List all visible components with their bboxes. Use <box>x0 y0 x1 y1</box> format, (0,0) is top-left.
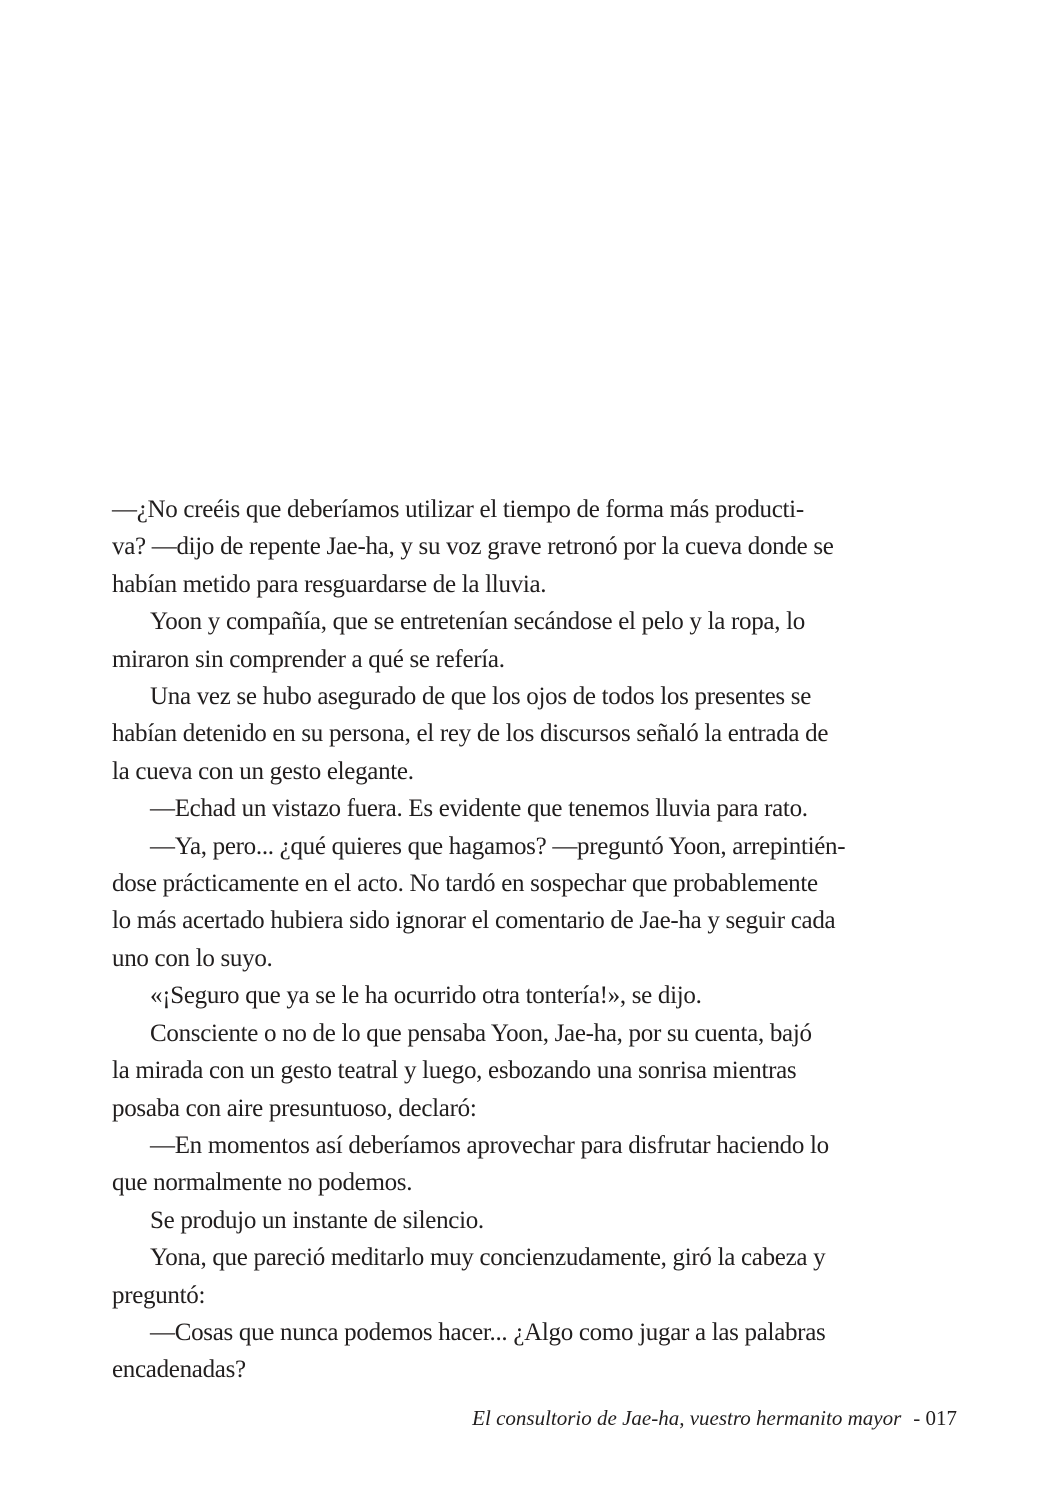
paragraph <box>112 491 958 603</box>
body-text <box>112 491 958 1389</box>
text-line: —¿No creéis que deberíamos utilizar el tiempo de forma más producti- <box>112 496 804 523</box>
text-line: preguntó: <box>112 1281 206 1309</box>
paragraph <box>112 1127 958 1202</box>
text-line: —Ya, pero... ¿qué quieres que hagamos? —preguntó Yoon, arrepintién- <box>150 832 846 860</box>
text-line: Se produjo un instante de silencio. <box>150 1206 484 1234</box>
text-line: habían detenido en su persona, el rey de los discursos señaló la entrada de <box>112 720 829 748</box>
text-line: dose prácticamente en el acto. No tardó en sospechar que probablemente <box>112 870 818 898</box>
text-line: —Cosas que nunca podemos hacer... ¿Algo como jugar a las palabras <box>150 1318 826 1346</box>
paragraph <box>112 1314 958 1389</box>
running-footer <box>112 1406 957 1431</box>
text-line: Consciente o no de lo que pensaba Yoon, Jae-ha, por su cuenta, bajó <box>150 1019 812 1047</box>
paragraph <box>112 828 958 978</box>
text-line: habían metido para resguardarse de la lluvia. <box>112 570 547 598</box>
paragraph <box>112 790 958 827</box>
text-line: —Echad un vistazo fuera. Es evidente que tenemos lluvia para rato. <box>150 795 808 823</box>
text-line: que normalmente no podemos. <box>112 1169 413 1197</box>
text-line: Una vez se hubo asegurado de que los ojos de todos los presentes se <box>150 683 811 711</box>
paragraph <box>112 1202 958 1239</box>
paragraph <box>112 603 958 678</box>
footer-page-number: - 017 <box>913 1406 957 1430</box>
paragraph <box>112 1015 958 1127</box>
text-line: miraron sin comprender a qué se refería. <box>112 645 505 673</box>
text-line: uno con lo suyo. <box>112 944 273 972</box>
paragraph <box>112 678 958 790</box>
text-line: Yona, que pareció meditarlo muy concienzudamente, giró la cabeza y <box>150 1244 826 1272</box>
text-line: «¡Seguro que ya se le ha ocurrido otra tontería!», se dijo. <box>150 982 702 1010</box>
paragraph <box>112 977 958 1014</box>
text-line: posaba con aire presuntuoso, declaró: <box>112 1094 477 1122</box>
text-line: —En momentos así deberíamos aprovechar para disfrutar haciendo lo <box>150 1131 829 1159</box>
text-line: la mirada con un gesto teatral y luego, esbozando una sonrisa mientras <box>112 1057 797 1085</box>
text-line: Yoon y compañía, que se entretenían secándose el pelo y la ropa, lo <box>150 608 805 636</box>
footer-book-title: El consultorio de Jae-ha, vuestro hermanito mayor <box>472 1406 902 1430</box>
text-line: encadenadas? <box>112 1356 246 1384</box>
text-line: la cueva con un gesto elegante. <box>112 757 414 785</box>
paragraph <box>112 1239 958 1314</box>
text-line: va? —dijo de repente Jae-ha, y su voz grave retronó por la cueva donde se <box>112 533 834 561</box>
text-line: lo más acertado hubiera sido ignorar el comentario de Jae-ha y seguir cada <box>112 907 836 935</box>
